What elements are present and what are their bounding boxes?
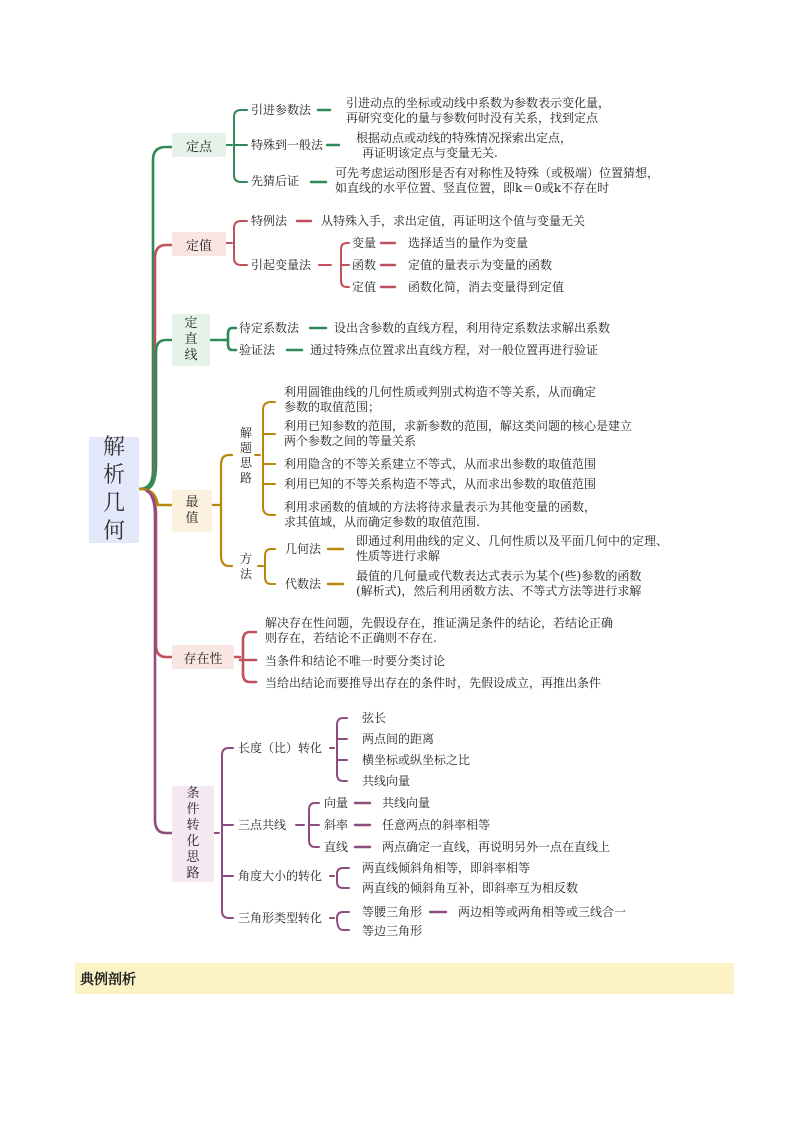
b6-group-label: 三点共线 [238,818,287,832]
b4-idea-text: 利用已知的不等关系构造不等式，从而求出参数的取值范围 [284,477,597,491]
b1-item-label: 引进参数法 [251,103,312,117]
b2-sub-label: 定值 [352,280,377,294]
b4-ideas-char: 路 [239,471,252,485]
b4-idea-text: 利用已知参数的范围，求新参数的范围，解这类问题的核心是建立 [284,419,633,433]
b2-sub-label: 变量 [352,236,377,250]
b3-item-text: 通过特殊点位置求出直线方程，对一般位置再进行验证 [310,343,599,357]
branch-condition-transform [172,786,214,882]
b6-group-label: 角度大小的转化 [238,869,323,883]
b4-idea-text: 利用圆锥曲线的几何性质或判别式构造不等关系，从而确定 [284,385,597,399]
b3-item-label: 待定系数法 [239,321,300,335]
b2-item-text: 从特殊入手，求出定值，再证明这个值与变量无关 [321,214,586,228]
b4-method-label: 几何法 [285,542,322,556]
b4-idea-text: 利用隐含的不等关系建立不等式，从而求出参数的取值范围 [284,457,597,471]
b6-sub-label: 等边三角形 [362,924,423,938]
b6-sub-text: 两点确定一直线，再说明另外一点在直线上 [382,840,611,854]
b3-item-label: 验证法 [239,343,276,357]
b1-item-text: 可先考虑运动图形是否有对称性及特殊（或极端）位置猜想， [335,166,660,180]
b2-item-label: 特例法 [251,214,288,228]
b1-item-text: 再证明该定点与变量无关. [362,146,498,160]
b2-sub-text: 定值的量表示为变量的函数 [408,258,553,272]
branch-existence: 存在性 [172,645,234,669]
b4-label-char: 值 [185,511,199,526]
root-char: 几 [102,491,125,516]
b6-leaf: 共线向量 [362,774,411,788]
b5-item-text: 当给出结论而要推导出存在的条件时，先假设成立，再推出条件 [265,676,602,690]
b6-leaf: 两直线的倾斜角互补，即斜率互为相反数 [362,881,579,895]
b4-idea-text: 利用求函数的值域的方法将待求量表示为其他变量的函数， [284,500,597,514]
b6-label-char: 条 [186,786,200,801]
b2-sub-text: 选择适当的量作为变量 [408,236,529,250]
root-char: 解 [102,435,125,460]
section-title: 典例剖析 [80,972,136,988]
b6-group-label: 三角形类型转化 [238,911,323,925]
b4-ideas-char: 思 [239,456,252,470]
b6-leaf: 横坐标或纵坐标之比 [362,753,471,767]
b6-label-char: 件 [186,802,200,817]
b4-idea-text: 两个参数之间的等量关系 [284,434,417,448]
b6-sub-text: 任意两点的斜率相等 [382,818,491,832]
b2-sub-text: 函数化简，消去变量得到定值 [408,280,565,294]
b6-label-char: 思 [186,850,200,865]
b6-leaf: 两点间的距离 [362,732,435,746]
b6-group-label: 长度（比）转化 [238,741,323,755]
b5-item-text: 解决存在性问题，先假设存在，推证满足条件的结论，若结论正确 [265,616,614,630]
b6-sub-text: 两边相等或两角相等或三线合一 [458,905,627,919]
b6-label-char: 转 [186,818,200,833]
b4-method-text: 即通过利用曲线的定义、几何性质以及平面几何中的定理、 [356,534,669,548]
b4-method-text: 最值的几何量或代数表达式表示为某个(些)参数的函数 [356,569,642,583]
b1-brace [226,110,247,182]
b5-item-text: 当条件和结论不唯一时要分类讨论 [265,654,446,668]
b4-methods-char: 方 [239,552,252,566]
b4-idea-text: 求其值域，从而确定参数的取值范围. [284,515,480,529]
b4-label-char: 最 [185,495,199,510]
b6-sub-label: 直线 [324,840,349,854]
b4-method-text: 性质等进行求解 [356,549,441,563]
b3-item-text: 设出含参数的直线方程，利用待定系数法求解出系数 [334,321,611,335]
b4-method-text: (解析式)，然后利用函数方法、不等式方法等进行求解 [356,584,642,598]
section-header-bar [75,963,734,994]
b1-item-label: 先猜后证 [251,174,300,188]
root-char: 何 [102,519,125,544]
b4-ideas-char: 解 [239,426,252,440]
b5-item-text: 则存在，若结论不正确则不存在. [265,631,437,645]
b1-item-text: 如直线的水平位置、竖直位置，即k＝0或k不存在时 [335,181,610,195]
b4-methods-char: 法 [239,567,252,581]
b2-item-label: 引起变量法 [251,258,312,272]
b4-ideas-label [239,426,253,486]
b3-label-char: 直 [184,332,198,347]
b4-ideas-char: 题 [239,441,252,455]
b6-sub-text: 共线向量 [382,796,431,810]
b6-label-char: 路 [186,866,200,881]
b3-label-char: 定 [184,316,198,331]
branch-fixed-line [172,314,210,366]
branch-fixed-point: 定点 [172,133,226,157]
branch-extreme-value [172,490,212,532]
b1-item-text: 再研究变化的量与参数何时没有关系，找到定点 [346,111,599,125]
b4-methods-label [239,552,253,582]
b2-sub-label: 函数 [352,258,377,272]
b1-item-text: 引进动点的坐标或动线中系数为参数表示变化量， [346,96,611,110]
b3-label-char: 线 [184,348,198,363]
b1-item-label: 特殊到一般法 [251,138,324,152]
b6-label-char: 化 [186,834,200,849]
b6-sub-label: 等腰三角形 [362,905,423,919]
b6-sub-label: 斜率 [324,818,349,832]
root-node [89,437,139,543]
root-char: 析 [102,463,125,488]
b6-leaf: 两直线倾斜角相等，即斜率相等 [362,861,531,875]
b6-sub-label: 向量 [324,796,349,810]
b1-item-text: 根据动点或动线的特殊情况探索出定点， [356,131,573,145]
b6-leaf: 弦长 [362,711,387,725]
branch-fixed-value: 定值 [172,232,226,256]
b4-method-label: 代数法 [285,577,322,591]
b4-idea-text: 参数的取值范围； [284,400,381,414]
